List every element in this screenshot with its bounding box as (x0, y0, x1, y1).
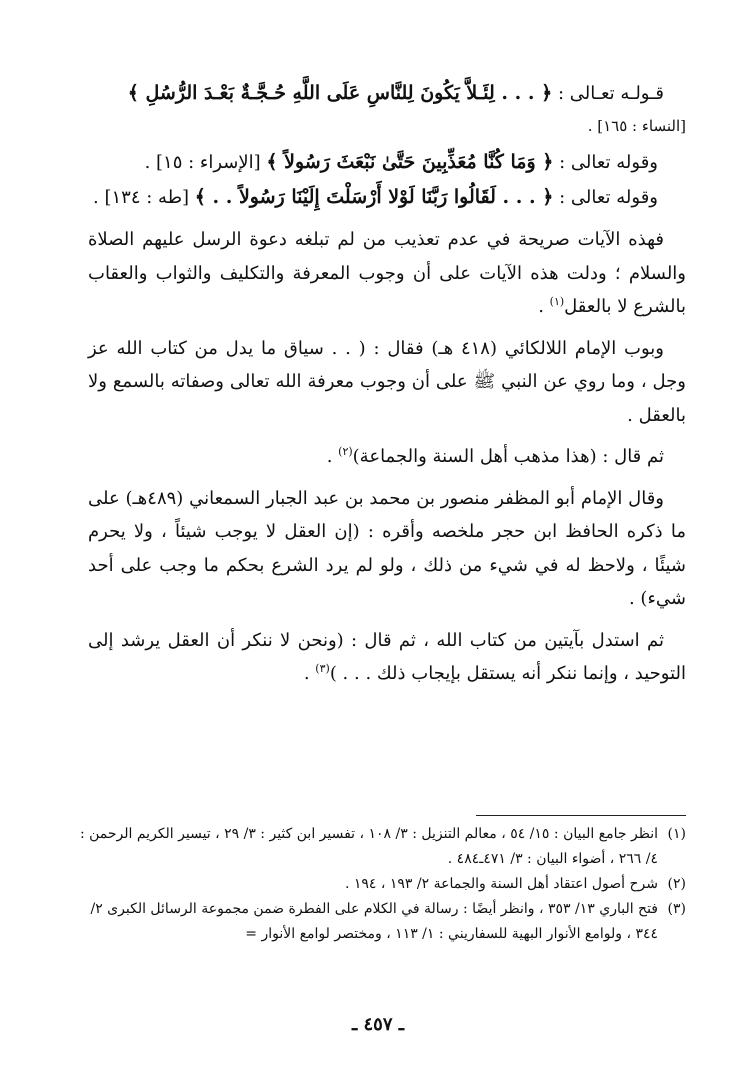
verse-3-line (88, 180, 686, 215)
paragraph-5-end: . (303, 663, 316, 684)
verse-1-text: ﴿ . . . لِئَـلاَّ يَكُونَ لِلنَّاسِ عَلَى اللَّهِ حُـجَّـةٌ بَعْـدَ الرُّسُلِ ﴾ (127, 82, 553, 104)
footnote-text: فتح الباري ١٣/ ٣٥٣ ، وانظر أيضًا : رسالة في الكلام على الفطرة ضمن مجموعة الرسائل الكبرى ٢/ ٣٤٤ ، ولوامع الأنوار البهية للسفاريني : ١/ ١١٣ ، ومختصر لوامع الأنوار = (90, 901, 658, 942)
verse-2-reference: [الإسراء : ١٥] . (144, 152, 267, 173)
paragraph-4: وقال الإمام أبو المظفر منصور بن محمد بن عبد الجبار السمعاني (٤٨٩هـ) على ما ذكره الحافظ ابن حجر ملخصه وأقره : (إن العقل لا يوجب شيئاً ، ولا يحرم شيئًا ، ولاحظ له في شيء من ذلك ، ولو لم يرد الشرع بحكم ما وجب على أحد شيء) . (88, 487, 686, 609)
footnote-item (72, 872, 686, 897)
verse-2-lead: وقوله تعالى : (553, 152, 658, 173)
page-number: ـ ٤٥٧ ـ (351, 1014, 405, 1035)
verse-2-line (88, 145, 686, 180)
footnote-number: (١) (667, 826, 686, 842)
paragraph-2: وبوب الإمام اللالكائي (٤١٨ هـ) فقال : ( . . سياق ما يدل من كتاب الله عز وجل ، وما روي عن النبي ﷺ على أن وجوب معرفة الله تعالى وصفاته بالسمع ولا بالعقل . (88, 337, 686, 426)
footnote-separator (476, 815, 686, 816)
paragraph-1 (88, 223, 686, 324)
footnote-number: (٣) (667, 901, 686, 917)
footnote-text: انظر جامع البيان : ١٥/ ٥٤ ، معالم التنزيل : ٣/ ١٠٨ ، تفسير ابن كثير : ٣/ ٢٩ ، تيسير الكريم الرحمن : ٤/ ٢٦٦ ، أضواء البيان : ٣/ ٤٧١ـ٤٨٤ . (79, 826, 658, 867)
footnote-ref-3[interactable]: (٣) (315, 662, 330, 675)
paragraph-3-text: ثم قال : (هذا مذهب أهل السنة والجماعة) (352, 446, 664, 467)
verse-3-text: ﴿ . . . لَقَالُوا رَبَّنَا لَوْلا أَرْسَلْتَ إِلَيْنَا رَسُولاً . . ﴾ (194, 186, 554, 208)
footnotes (72, 822, 686, 947)
paragraph-1-end: . (538, 296, 550, 317)
verse-1-reference: [النساء : ١٦٥] . (587, 117, 686, 135)
paragraph-5 (88, 624, 686, 691)
footnote-item (72, 897, 686, 947)
verse-1-lead: قـولـه تعـالى : (552, 83, 664, 104)
page-body (88, 76, 686, 691)
paragraph-5-text: ثم استدل بآيتين من كتاب الله ، ثم قال : (ونحن لا ننكر أن العقل يرشد إلى التوحيد ، وإنما ننكر أنه يستقل بإيجاب ذلك . . . ) (88, 629, 686, 684)
verse-3-lead: وقوله تعالى : (553, 187, 658, 208)
verse-1-line (88, 76, 686, 111)
footnote-ref-2[interactable]: (٢) (338, 445, 353, 458)
verse-3-reference: [طه : ١٣٤] . (93, 187, 195, 208)
verse-2-text: ﴿ وَمَا كُنَّا مُعَذِّبِينَ حَتَّىٰ نَبْعَثَ رَسُولاً ﴾ (266, 151, 554, 173)
footnote-ref-1[interactable]: (١) (549, 295, 565, 308)
paragraph-1-text: فهذه الآيات صريحة في عدم تعذيب من لم تبلغه دعوة الرسل عليهم الصلاة والسلام ؛ ودلت هذه الآيات على أن وجوب المعرفة والتكليف والثواب والعقاب بالشرع لا بالعقل (88, 229, 686, 317)
footnote-text: شرح أصول اعتقاد أهل السنة والجماعة ٢/ ١٩٣ ، ١٩٤ . (344, 876, 658, 892)
paragraph-3-end: . (326, 446, 339, 467)
footnote-number: (٢) (667, 876, 686, 892)
footnote-item (72, 822, 686, 872)
paragraph-3 (88, 440, 686, 474)
